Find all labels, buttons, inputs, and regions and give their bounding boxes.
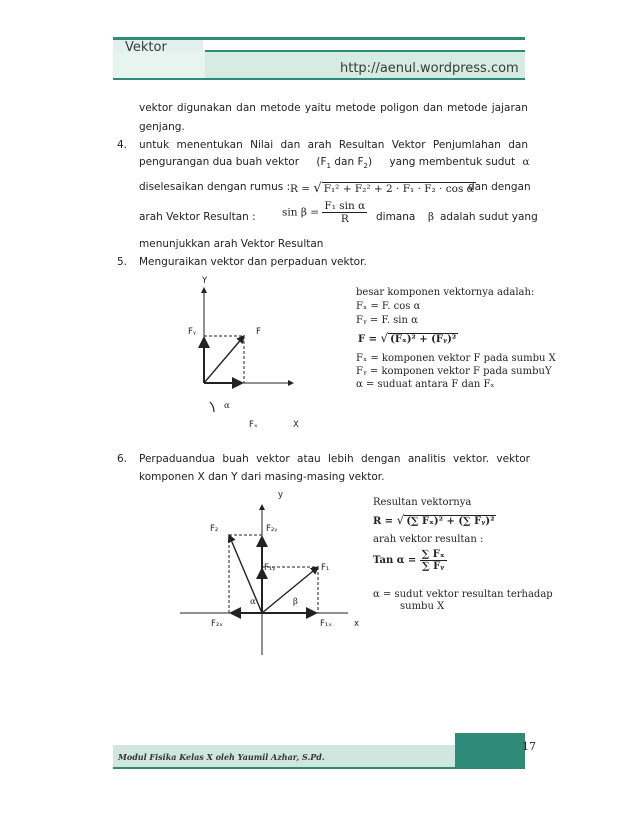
word: dan bbox=[236, 102, 256, 114]
sub: 2 bbox=[363, 162, 368, 171]
word: digunakan bbox=[176, 102, 232, 114]
alpha-symbol: α bbox=[522, 156, 530, 168]
header-title: Vektor bbox=[125, 40, 167, 55]
word: dan bbox=[423, 102, 443, 114]
text: pengurangan dua buah vektor bbox=[139, 156, 300, 168]
sqrt-icon: √ bbox=[396, 513, 405, 527]
word: yaitu bbox=[304, 102, 332, 114]
formula-radicand: (Fₓ)² + (Fᵧ)² bbox=[390, 334, 457, 345]
sub: 1 bbox=[326, 162, 332, 171]
footer-stripe bbox=[113, 767, 525, 769]
beta-symbol: β bbox=[428, 211, 435, 223]
footer-credit: Modul Fisika Kelas X oleh Yaumil Azhar, S.Pd. bbox=[118, 752, 325, 762]
notes1-line6: Fᵧ = komponen vektor F pada sumbuY bbox=[356, 366, 552, 377]
page-number: 17 bbox=[522, 740, 536, 753]
notes1-line5: Fₓ = komponen vektor F pada sumbu X bbox=[356, 353, 556, 364]
word: dan bbox=[280, 139, 301, 151]
word: untuk bbox=[139, 139, 170, 151]
numerator: F₁ sin α bbox=[324, 200, 366, 212]
label-y: Y bbox=[202, 276, 208, 286]
word: metode bbox=[335, 102, 376, 114]
label-alpha: α bbox=[250, 597, 256, 607]
formula-lhs: Tan α = bbox=[373, 555, 417, 566]
sqrt-icon: √ bbox=[380, 331, 389, 345]
item5-number: 5. bbox=[117, 256, 128, 268]
notes1-line2: Fₓ = F. cos α bbox=[356, 301, 421, 312]
label-y: y bbox=[278, 490, 284, 500]
formula-lhs: R = bbox=[290, 183, 311, 195]
notes2-line3: arah vektor resultan : bbox=[373, 534, 484, 545]
fraction bbox=[420, 549, 447, 572]
item4-line4-dimana: dimana bbox=[376, 211, 416, 223]
word: Perpaduan bbox=[139, 453, 196, 465]
word: jajaran bbox=[491, 102, 528, 114]
label-fy: Fᵧ bbox=[188, 327, 197, 337]
item4-line3-text: diselesaikan dengan rumus : bbox=[139, 181, 291, 193]
label-alpha: α bbox=[224, 401, 230, 411]
text: ) bbox=[367, 156, 373, 168]
text: (F bbox=[316, 156, 327, 168]
item6-number: 6. bbox=[117, 453, 128, 465]
label-f2y: F₂ᵧ bbox=[266, 524, 278, 534]
formula-lhs: R = bbox=[373, 516, 394, 527]
denominator: R bbox=[340, 213, 349, 225]
notes1-line7: α = suduat antara F dan Fₓ bbox=[356, 379, 495, 390]
notes1-line3: Fᵧ = F. sin α bbox=[356, 315, 418, 326]
label-f1y: F₁ᵧ bbox=[264, 563, 276, 573]
item4-line4-text: arah Vektor Resultan : bbox=[139, 211, 256, 223]
notes2-line4 bbox=[373, 549, 447, 572]
item6-line2: komponen X dan Y dari masing-masing vektor. bbox=[139, 471, 385, 483]
notes2-line2 bbox=[373, 513, 496, 527]
label-beta: β bbox=[293, 597, 298, 607]
text: yang membentuk sudut bbox=[389, 156, 516, 168]
label-f1x: F₁ₓ bbox=[320, 619, 333, 629]
label-fx: Fₓ bbox=[249, 420, 258, 430]
label-f2: F₂ bbox=[210, 524, 219, 534]
word: menentukan bbox=[176, 139, 243, 151]
text: dan F bbox=[334, 156, 364, 168]
formula-radicand: F₁² + F₂² + 2 · F₁ · F₂ · cos α bbox=[323, 183, 474, 195]
word: poligon bbox=[380, 102, 419, 114]
word: metode bbox=[260, 102, 301, 114]
vector-f1 bbox=[262, 567, 318, 613]
word: dan bbox=[508, 139, 528, 151]
item4-number: 4. bbox=[117, 139, 128, 151]
text: dua buah vektor atau lebih dengan analitis vektor. vektor bbox=[195, 453, 530, 465]
word: arah bbox=[307, 139, 332, 151]
word: Nilai bbox=[250, 139, 274, 151]
word: metode bbox=[447, 102, 488, 114]
word: Vektor bbox=[391, 139, 426, 151]
notes2-line6: sumbu X bbox=[400, 601, 445, 612]
vector-f2 bbox=[229, 535, 262, 613]
formula-radicand: (∑ Fₓ)² + (∑ Fᵧ)² bbox=[406, 516, 495, 527]
word: vektor bbox=[139, 102, 173, 114]
denominator: ∑ Fᵧ bbox=[422, 561, 445, 572]
label-f2x: F₂ₓ bbox=[211, 619, 224, 629]
label-x: x bbox=[354, 619, 360, 629]
footer-block bbox=[455, 733, 525, 767]
header-url[interactable]: http://aenul.wordpress.com bbox=[340, 61, 519, 76]
formula-lhs: sin β = bbox=[282, 206, 320, 219]
item5-text: Menguraikan vektor dan perpaduan vektor. bbox=[139, 256, 367, 268]
numerator: ∑ Fₓ bbox=[421, 549, 445, 560]
label-f: F bbox=[256, 327, 261, 337]
label-f1: F₁ bbox=[321, 563, 330, 573]
p1-line2: genjang. bbox=[139, 121, 185, 133]
notes2-line5: α = sudut vektor resultan terhadap bbox=[373, 589, 553, 600]
formula-lhs: F = bbox=[358, 334, 377, 345]
word: Penjumlahan bbox=[432, 139, 501, 151]
notes1-line1: besar komponen vektornya adalah: bbox=[356, 287, 535, 298]
notes2-line1: Resultan vektornya bbox=[373, 497, 472, 508]
item4-line4-end: adalah sudut yang bbox=[440, 211, 538, 223]
label-x: X bbox=[293, 420, 299, 430]
item4-line3-end: dan dengan bbox=[468, 181, 531, 193]
word: Resultan bbox=[338, 139, 385, 151]
item4-line5: menunjukkan arah Vektor Resultan bbox=[139, 238, 324, 250]
sqrt-icon: √ bbox=[313, 181, 322, 196]
